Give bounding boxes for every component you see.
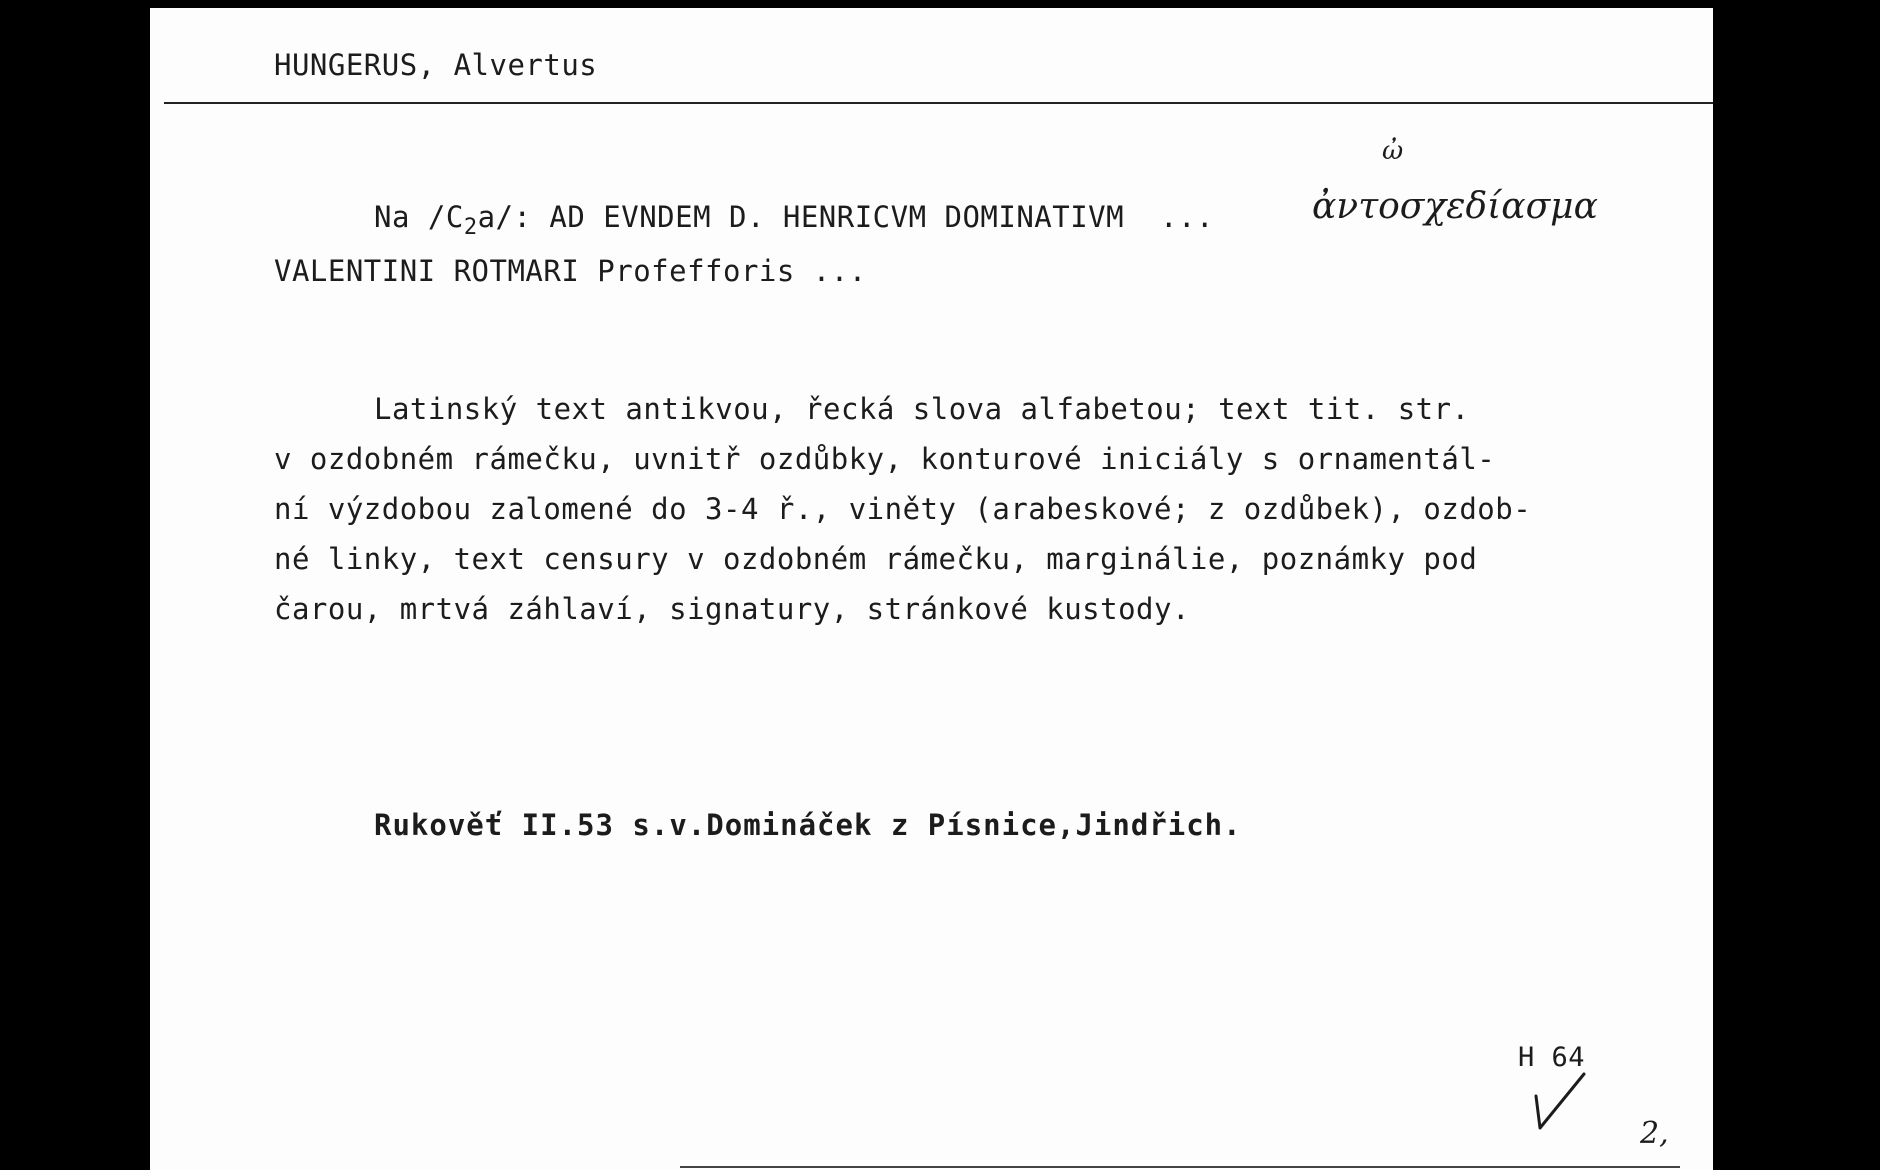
- catalog-card: [150, 8, 1713, 1170]
- greek-annotation-above: ὠ: [1382, 136, 1404, 166]
- incipit-subscript: 2: [463, 214, 478, 240]
- card-heading: HUNGERUS, Alvertus: [274, 48, 598, 82]
- incipit-line-1: [374, 200, 1214, 240]
- incipit-prefix: Na /C: [374, 200, 464, 234]
- description-line: Latinský text antikvou, řecká slova alfabetou; text tit. str.: [374, 392, 1470, 426]
- description-line: ní výzdobou zalomené do 3-4 ř., viněty (arabeskové; z ozdůbek), ozdob-: [274, 492, 1532, 526]
- heading-rule: [164, 102, 1713, 104]
- description-line: čarou, mrtvá záhlaví, signatury, stránkové kustody.: [274, 592, 1190, 626]
- bibliographic-reference: Rukověť II.53 s.v.Domináček z Písnice,Jindřich.: [374, 808, 1242, 842]
- description-line: né linky, text censury v ozdobném rámečku, marginálie, poznámky pod: [274, 542, 1478, 576]
- bottom-edge-line: [680, 1166, 1680, 1168]
- greek-handwritten-word: ἀντοσχεδίασμα: [1312, 186, 1598, 227]
- corner-handwritten-note: 2,: [1640, 1116, 1669, 1151]
- shelfmark: H 64: [1518, 1042, 1586, 1073]
- incipit-line-2: VALENTINI ROTMARI Profefforis ...: [274, 254, 867, 288]
- incipit-suffix: a/: AD EVNDEM D. HENRICVM DOMINATIVM ...: [477, 200, 1214, 234]
- description-line: v ozdobném rámečku, uvnitř ozdůbky, konturové iniciály s ornamentál-: [274, 442, 1496, 476]
- description-paragraph: [274, 384, 1531, 634]
- check-mark-icon: [1530, 1066, 1590, 1136]
